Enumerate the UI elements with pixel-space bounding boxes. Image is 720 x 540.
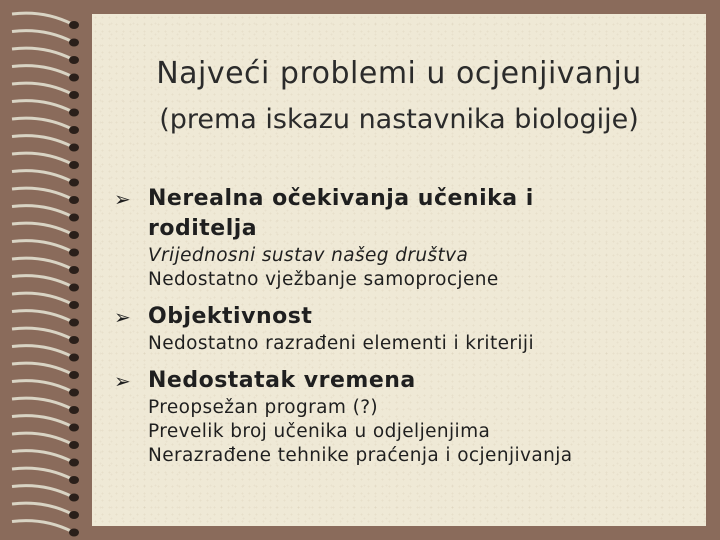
slide-subtitle: (prema iskazu nastavnika biologije) <box>159 104 639 135</box>
arrow-bullet-icon: ➢ <box>114 369 132 393</box>
sub-item: Nerazrađene tehnike praćenja i ocjenjivanja <box>148 445 573 466</box>
sub-item: Vrijednosni sustav našeg društva <box>148 245 469 266</box>
sub-item: Nedostatno razrađeni elementi i kriteriji <box>148 333 535 354</box>
arrow-bullet-icon: ➢ <box>114 305 132 329</box>
bullet-heading <box>112 366 682 396</box>
bullet-list <box>112 184 682 468</box>
slide-title: Najveći problemi u ocjenjivanju <box>156 56 642 91</box>
bullet-heading <box>112 184 682 244</box>
bullet-heading-line: Nerealna očekivanja učenika i <box>148 186 534 211</box>
arrow-bullet-icon: ➢ <box>114 187 132 211</box>
sub-item: Preopsežan program (?) <box>148 397 379 418</box>
sub-item: Nedostatno vježbanje samoprocjene <box>148 269 499 290</box>
bullet-group <box>112 302 682 356</box>
bullet-group <box>112 366 682 468</box>
spiral-binding-icon <box>0 0 100 540</box>
bullet-group <box>112 184 682 292</box>
bullet-heading <box>112 302 682 332</box>
bullet-heading-line: roditelja <box>148 216 258 241</box>
bullet-heading-line: Nedostatak vremena <box>148 368 416 393</box>
bullet-heading-line: Objektivnost <box>148 304 313 329</box>
sub-item: Prevelik broj učenika u odjeljenjima <box>148 421 491 442</box>
